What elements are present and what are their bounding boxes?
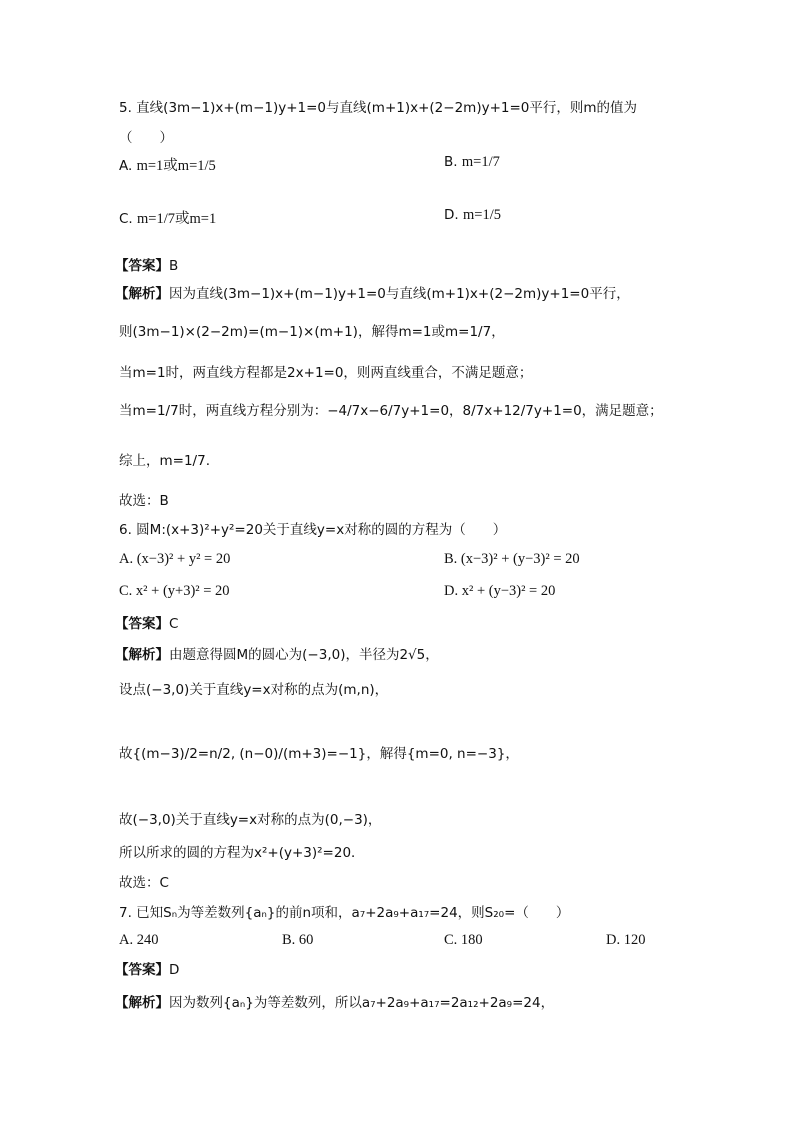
- q6-stem: 6. 圆M:(x+3)²+y²=20关于直线y=x对称的圆的方程为（ ）: [119, 522, 507, 538]
- q5-analysis-line-5: 综上，m=1/7.: [119, 453, 210, 469]
- q5-option-a: [119, 154, 216, 175]
- answer-label: 【答案】: [115, 258, 169, 274]
- q6-option-a: A. (x−3)² + y² = 20: [119, 551, 231, 567]
- q5-option-b-label: B.: [444, 154, 458, 170]
- q5-analysis-line-1: [115, 282, 630, 302]
- q5-option-a-text: m=1或m=1/5: [136, 158, 216, 174]
- q5-option-c-text: m=1/7或m=1: [137, 211, 217, 227]
- q7-option-d: D. 120: [606, 932, 646, 948]
- q6-option-b: B. (x−3)² + (y−3)² = 20: [444, 551, 580, 567]
- analysis-label: 【解析】: [115, 647, 169, 663]
- q5-paren: （ ）: [119, 130, 173, 146]
- q5-analysis-text-1: 因为直线(3m−1)x+(m−1)y+1=0与直线(m+1)x+(2−2m)y+1=0平行，: [169, 286, 630, 302]
- q7-analysis-text-1: 因为数列{aₙ}为等差数列，所以a₇+2a₉+a₁₇=2a₁₂+2a₉=24，: [169, 995, 555, 1011]
- q6-analysis-text-1: 由题意得圆M的圆心为(−3,0)，半径为2√5，: [169, 647, 439, 663]
- q5-option-b: [444, 154, 500, 171]
- q5-analysis-line-3: 当m=1时，两直线方程都是2x+1=0，则两直线重合，不满足题意；: [119, 365, 533, 381]
- q6-option-c: C. x² + (y+3)² = 20: [119, 583, 230, 599]
- q5-stem-text: 5. 直线(3m−1)x+(m−1)y+1=0与直线(m+1)x+(2−2m)y+1=0平行，则m的值为: [119, 100, 638, 116]
- answer-label: 【答案】: [115, 616, 169, 632]
- q5-analysis-line-2: 则(3m−1)×(2−2m)=(m−1)×(m+1)，解得m=1或m=1/7，: [119, 324, 505, 340]
- analysis-label: 【解析】: [115, 286, 169, 302]
- q6-analysis-line-2: 设点(−3,0)关于直线y=x对称的点为(m,n)，: [119, 682, 389, 698]
- q6-conclusion: 故选：C: [119, 875, 169, 891]
- q5-option-d-label: D.: [444, 207, 459, 223]
- q6-analysis-line-5: 所以所求的圆的方程为x²+(y+3)²=20．: [119, 845, 365, 861]
- q5-option-c-label: C.: [119, 211, 133, 227]
- q5-option-d-text: m=1/5: [462, 207, 501, 223]
- q5-option-a-label: A.: [119, 158, 133, 174]
- q7-option-b: B. 60: [282, 932, 314, 948]
- q5-stem: [119, 96, 637, 116]
- q7-analysis-line-1: [115, 991, 554, 1011]
- q5-option-b-text: m=1/7: [461, 154, 500, 170]
- q5-conclusion: 故选：B: [119, 493, 169, 509]
- answer-value: B: [169, 258, 179, 274]
- q6-analysis-line-3: 故{(m−3)/2=n/2, (n−0)/(m+3)=−1}，解得{m=0, n=−3}，: [119, 746, 519, 762]
- q6-option-d: D. x² + (y−3)² = 20: [444, 583, 556, 599]
- q7-option-a: A. 240: [119, 932, 159, 948]
- q5-option-d: [444, 207, 501, 224]
- q6-answer: [115, 612, 178, 632]
- q7-answer: [115, 958, 179, 978]
- analysis-label: 【解析】: [115, 995, 169, 1011]
- q7-stem: 7. 已知Sₙ为等差数列{aₙ}的前n项和，a₇+2a₉+a₁₇=24，则S₂₀=（ ）: [119, 905, 570, 921]
- q5-option-c: [119, 207, 216, 228]
- q5-analysis-line-4: 当m=1/7时，两直线方程分别为：−4/7x−6/7y+1=0，8/7x+12/7y+1=0，满足题意；: [119, 403, 663, 419]
- q7-option-c: C. 180: [444, 932, 483, 948]
- answer-value: C: [169, 616, 179, 632]
- answer-value: D: [169, 962, 180, 978]
- answer-label: 【答案】: [115, 962, 169, 978]
- q5-answer: [115, 254, 178, 274]
- q6-analysis-line-1: [115, 643, 439, 663]
- q6-analysis-line-4: 故(−3,0)关于直线y=x对称的点为(0,−3)，: [119, 812, 382, 828]
